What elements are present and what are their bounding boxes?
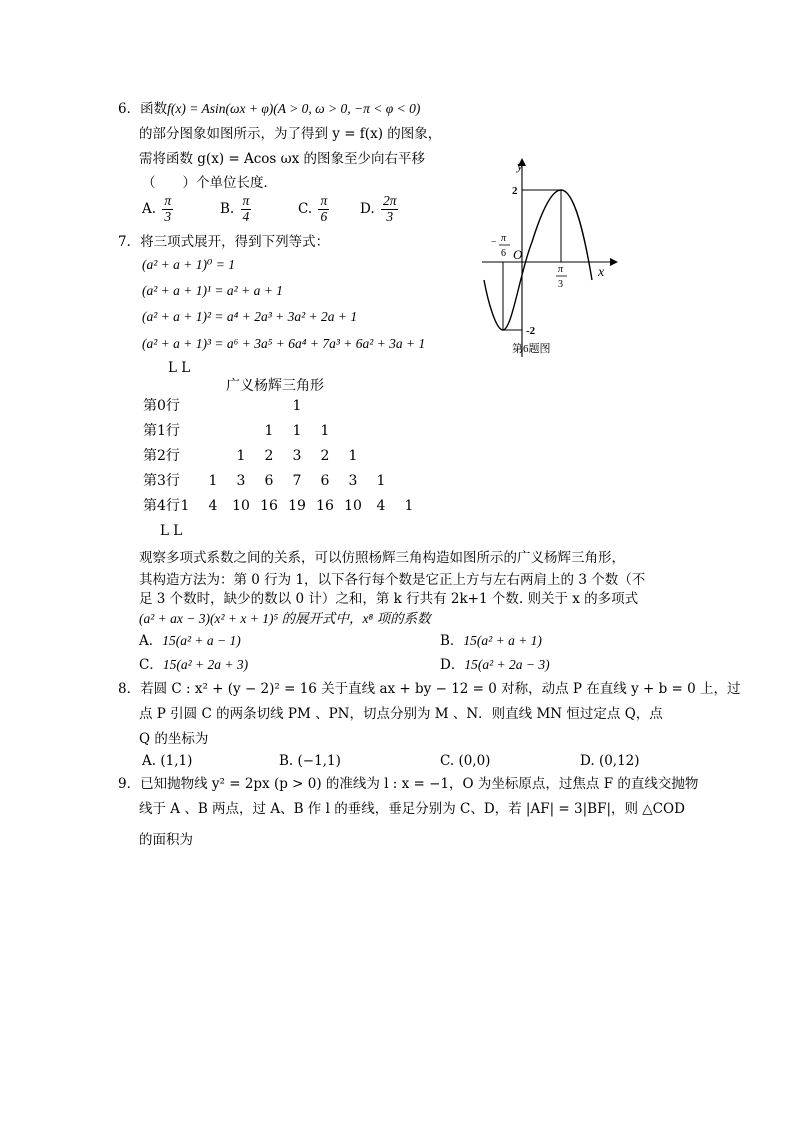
triangle-row-label: 第2行 (143, 448, 180, 464)
q7-option-b[interactable] (440, 633, 542, 649)
triangle-cell: 19 (288, 498, 306, 514)
q6-option-c-num: π (320, 193, 328, 208)
q8-line1 (118, 681, 741, 697)
triangle-cell: 16 (316, 498, 334, 514)
triangle-cell: 1 (236, 448, 246, 464)
q7-option-a-text: 15(a² + a − 1) (162, 633, 241, 648)
q8-option-d-text: (0,12) (598, 753, 640, 769)
q6-number: 6． (118, 101, 141, 117)
q7-para-3: 足 3 个数时，缺少的数以 0 计）之和，第 k 行共有 2k+1 个数. 则关于 x 的多项式 (139, 591, 639, 607)
triangle-cell: 1 (348, 448, 358, 464)
q7-option-c[interactable] (139, 657, 248, 673)
q7-para-1: 观察多项式系数之间的关系，可以仿照杨辉三角构造如图所示的广义杨辉三角形， (139, 550, 625, 566)
triangle-row-label: 第0行 (143, 398, 180, 414)
q7-ellipsis-2: L L (160, 523, 183, 539)
q6-option-b-den: 4 (242, 208, 250, 224)
q7-eq-0: (a² + a + 1)⁰ = 1 (142, 257, 236, 272)
q7-eq-1: (a² + a + 1)¹ = a² + a + 1 (142, 283, 283, 298)
q8-option-a-text: (1,1) (160, 753, 193, 769)
q7-option-b-label: B． (440, 633, 464, 649)
q7-option-d-label: D． (440, 657, 465, 673)
q7-intro: 将三项式展开，得到下列等式： (140, 234, 330, 250)
q9-number: 9． (118, 776, 141, 792)
y-max-label: 2 (512, 185, 518, 197)
q7-para-4: (a² + ax − 3)(x² + x + 1)⁵ 的展开式中，x⁸ 项的系数 (139, 611, 431, 626)
y-axis-label: y (517, 158, 523, 173)
triangle-row-label: 第1行 (143, 423, 180, 439)
q6-option-a-num: π (164, 193, 172, 208)
figure-caption: 第6题图 (512, 343, 551, 355)
triangle-cell: 2 (264, 448, 274, 464)
q9-line1-text: 已知抛物线 y² = 2px (p > 0) 的准线为 l : x = −1，O 为坐标原点，过焦点 F 的直线交抛物 (140, 776, 699, 792)
q6-option-b-num: π (242, 193, 250, 208)
x-neg-sign: − (491, 237, 497, 248)
q6-option-d-num: 2π (382, 193, 397, 208)
q6-option-a-label: A. (142, 200, 157, 217)
q6-option-c[interactable] (298, 194, 331, 225)
triangle-cell: 4 (208, 498, 218, 514)
triangle-title: 广义杨辉三角形 (226, 378, 324, 394)
q6-figure (470, 152, 620, 362)
q6-line2: 的部分图象如图所示，为了得到 y = f(x) 的图象， (139, 126, 442, 142)
triangle-cell: 1 (180, 498, 190, 514)
q7-eq-2: (a² + a + 1)² = a⁴ + 2a³ + 3a² + 2a + 1 (142, 309, 358, 324)
triangle-cell: 2 (320, 448, 330, 464)
triangle-cell: 6 (320, 473, 330, 489)
q6-option-c-label: C. (298, 200, 313, 217)
q8-option-a-label: A. (142, 753, 157, 769)
triangle-cell: 1 (264, 423, 274, 439)
triangle-cell: 1 (292, 423, 302, 439)
q8-option-b[interactable] (279, 753, 341, 769)
q7-option-c-text: 15(a² + 2a + 3) (162, 657, 249, 672)
q8-line2: 点 P 引圆 C 的两条切线 PM 、PN，切点分别为 M 、N．则直线 MN 恒过定点 Q，点 (139, 706, 663, 722)
q6-line1 (118, 101, 420, 117)
q8-option-c-label: C. (440, 753, 455, 769)
x-neg-den: 6 (501, 248, 506, 259)
q7-option-d[interactable] (440, 657, 550, 673)
q6-option-b[interactable] (220, 194, 253, 225)
triangle-cell: 3 (292, 448, 302, 464)
q7-number: 7． (118, 234, 141, 250)
triangle-row-label: 第4行 (143, 498, 180, 514)
q6-option-d[interactable] (360, 194, 400, 225)
q8-number: 8． (118, 681, 141, 697)
origin-label: O (513, 247, 523, 262)
q6-option-a-den: 3 (164, 208, 172, 224)
q8-option-a[interactable] (142, 753, 192, 769)
q6-line4: （ ）个单位长度． (142, 175, 277, 191)
q6-function: f(x) = Asin(ωx + φ)(A > 0, ω > 0, −π < φ < 0) (167, 101, 421, 116)
q6-option-d-label: D. (360, 200, 375, 217)
triangle-cell: 3 (236, 473, 246, 489)
q7-line1 (118, 234, 329, 250)
triangle-cell: 6 (264, 473, 274, 489)
q9-line1 (118, 776, 698, 792)
q6-option-b-label: B. (220, 200, 235, 217)
q6-option-a[interactable] (142, 194, 175, 225)
x-pos-num: π (558, 264, 564, 275)
q8-option-c-text: (0,0) (458, 753, 491, 769)
x-axis-label: x (598, 265, 605, 280)
triangle-cell: 7 (292, 473, 302, 489)
q8-line1-text: 若圆 C : x² + (y − 2)² = 16 关于直线 ax + by − 12 = 0 对称，动点 P 在直线 y + b = 0 上，过 (140, 681, 741, 697)
x-neg-num: π (501, 233, 507, 244)
triangle-cell: 1 (404, 498, 414, 514)
q8-line3: Q 的坐标为 (139, 731, 209, 747)
q8-option-b-label: B. (279, 753, 294, 769)
q7-option-b-text: 15(a² + a + 1) (463, 633, 542, 648)
triangle-cell: 1 (292, 398, 302, 414)
triangle-cell: 10 (232, 498, 250, 514)
triangle-cell: 1 (208, 473, 218, 489)
q7-option-c-label: C． (139, 657, 163, 673)
x-pos-den: 3 (558, 279, 563, 290)
q6-option-d-den: 3 (386, 208, 394, 224)
q6-option-c-den: 6 (320, 208, 328, 224)
q6-stem-prefix: 函数 (140, 101, 168, 117)
triangle-cell: 4 (376, 498, 386, 514)
sine-curve (484, 190, 592, 330)
triangle-cell: 1 (320, 423, 330, 439)
q8-option-d-label: D. (580, 753, 595, 769)
q7-ellipsis: L L (168, 360, 191, 376)
triangle-row-label: 第3行 (143, 473, 180, 489)
q7-option-a-label: A． (139, 633, 163, 649)
triangle-cell: 1 (376, 473, 386, 489)
triangle-cell: 16 (260, 498, 278, 514)
q9-line3: 的面积为 (139, 832, 193, 848)
triangle-cell: 10 (344, 498, 362, 514)
q7-para-2: 其构造方法为：第 0 行为 1，以下各行每个数是它正上方与左右两肩上的 3 个数（不 (139, 572, 646, 588)
q7-option-d-text: 15(a² + 2a − 3) (464, 657, 550, 672)
q8-option-b-text: (−1,1) (297, 753, 341, 769)
q7-option-a[interactable] (139, 633, 241, 649)
x-axis-arrow (610, 258, 618, 266)
q8-option-d[interactable] (580, 753, 640, 769)
q8-option-c[interactable] (440, 753, 490, 769)
q9-line2: 线于 A 、B 两点，过 A、B 作 l 的垂线，垂足分别为 C、D，若 |AF| = 3|BF|，则 △COD (139, 801, 685, 817)
q6-line3: 需将函数 g(x) = Acos ωx 的图象至少向右平移 (139, 151, 426, 167)
q7-eq-3: (a² + a + 1)³ = a⁶ + 3a⁵ + 6a⁴ + 7a³ + 6a² + 3a + 1 (142, 336, 426, 351)
y-min-label: -2 (526, 325, 536, 337)
triangle-cell: 3 (348, 473, 358, 489)
